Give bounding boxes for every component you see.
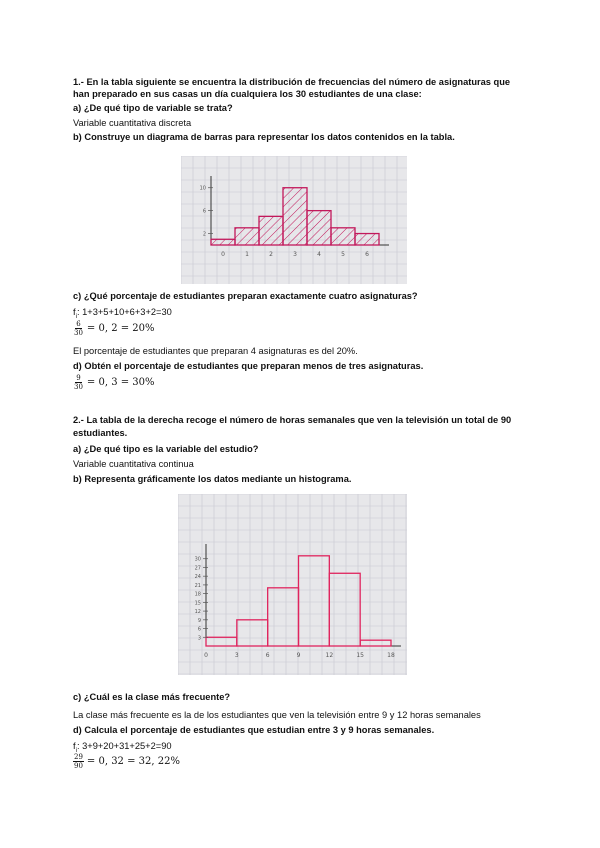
q2-d-frac-num: 29 (74, 753, 83, 761)
x-tick-label: 15 (356, 652, 364, 659)
x-tick-label: 1 (245, 251, 249, 258)
bar (259, 216, 283, 245)
bar (307, 211, 331, 245)
q1-title-text2b: estudiantes de una clase: (306, 89, 422, 99)
x-tick-label: 6 (365, 251, 369, 258)
y-tick-label: 24 (194, 574, 201, 581)
y-tick-label: 12 (194, 609, 201, 616)
bar (237, 620, 268, 646)
y-tick-label: 30 (194, 556, 201, 563)
bar-chart-photo (181, 156, 407, 284)
q1-d-fraction-line (73, 374, 155, 392)
q1-a-question: a) ¿De qué tipo de variable se trata? (73, 103, 233, 113)
y-tick-label: 9 (197, 617, 201, 624)
bar (211, 239, 235, 245)
q2-d-result: = 0, 32 = 32, 22% (86, 756, 180, 767)
q1-title-line1 (73, 76, 510, 88)
bar-chart (181, 156, 407, 284)
x-tick-label: 9 (296, 652, 301, 659)
y-tick-label: 18 (194, 591, 201, 598)
y-tick-label: 2 (202, 231, 206, 238)
y-tick-label: 6 (202, 208, 206, 215)
q2-title-text1: - La tabla de la derecha recoge el número de horas semanales que ven la televisión un total de 90 (80, 415, 512, 425)
bar (355, 234, 379, 245)
q2-d-fraction (73, 753, 84, 770)
q1-b-question: b) Construye un diagrama de barras para representar los datos contenidos en la tabla. (73, 132, 455, 142)
q1-c-frac-num: 6 (76, 320, 81, 328)
q1-a-answer: Variable cuantitativa discreta (73, 118, 192, 128)
bar (360, 640, 391, 646)
bar (268, 588, 299, 646)
bar (299, 556, 330, 646)
y-tick-label: 27 (194, 565, 201, 572)
x-tick-label: 12 (325, 652, 334, 659)
histogram-chart (178, 494, 407, 675)
q1-c-question: c) ¿Qué porcentaje de estudiantes preparan exactamente cuatro asignaturas? (73, 291, 418, 301)
q2-title-line1 (73, 414, 511, 426)
y-tick-label: 10 (199, 185, 206, 192)
x-tick-label: 0 (204, 652, 208, 659)
y-tick-label: 21 (194, 582, 201, 589)
q1-c-fraction-line (73, 320, 155, 338)
q1-c-sum-text: : 1+3+5+10+6+3+2=30 (76, 307, 172, 317)
y-tick-label: 6 (197, 626, 201, 633)
q1-c-fraction (73, 320, 84, 337)
q1-c-frac-den: 30 (74, 329, 83, 337)
q2-d-sum-text: : 3+9+20+31+25+2=90 (76, 741, 172, 751)
q1-d-question: d) Obtén el porcentaje de estudiantes que preparan menos de tres asignaturas. (73, 361, 424, 371)
q1-c-answer: El porcentaje de estudiantes que preparan 4 asignaturas es del 20%. (73, 346, 358, 356)
q2-c-answer: La clase más frecuente es la de los estudiantes que ven la televisión entre 9 y 12 horas semanales (73, 710, 481, 720)
q1-d-frac-den: 30 (74, 383, 83, 391)
q2-number: 2. (73, 415, 81, 425)
q2-d-sum-label: f (73, 741, 76, 751)
bar (206, 637, 237, 646)
q1-d-result: = 0, 3 = 30% (86, 377, 155, 388)
histogram-photo (178, 494, 407, 675)
q1-title-text2a: han preparado en sus casas un día cualquiera los (73, 89, 296, 99)
q1-c-sum-sub: i (75, 313, 77, 320)
q2-d-sum-sub: i (75, 747, 77, 754)
bar (331, 228, 355, 245)
q2-c-question: c) ¿Cuál es la clase más frecuente? (73, 692, 231, 702)
bar (235, 228, 259, 245)
x-tick-label: 0 (221, 251, 225, 258)
x-tick-label: 3 (293, 251, 297, 258)
q2-d-fraction-line (73, 753, 180, 771)
q2-d-question: d) Calcula el porcentaje de estudiantes que estudian entre 3 y 9 horas semanales. (73, 725, 435, 735)
q1-c-result: = 0, 2 = 20% (86, 323, 155, 334)
q1-title-line2 (73, 88, 422, 100)
q2-title-line2: estudiantes. (73, 428, 128, 438)
x-tick-label: 4 (317, 251, 321, 258)
x-tick-label: 3 (234, 652, 239, 659)
q1-c-sum-label: f (73, 307, 76, 317)
q1-title-text1: - En la tabla siguiente se encuentra la distribución de frecuencias del número de asignaturas que (80, 77, 511, 87)
x-tick-label: 5 (341, 251, 345, 258)
q1-number: 1. (73, 77, 81, 87)
q1-d-fraction (73, 374, 84, 391)
q2-d-frac-den: 90 (74, 762, 83, 770)
q2-b-question: b) Representa gráficamente los datos mediante un histograma. (73, 474, 352, 484)
q1-title-num: 30 (295, 89, 307, 99)
x-tick-label: 6 (265, 652, 270, 659)
y-tick-label: 15 (194, 600, 201, 607)
q2-a-question: a) ¿De qué tipo es la variable del estudio? (73, 444, 259, 454)
x-tick-label: 18 (387, 652, 395, 659)
bar (283, 188, 307, 245)
y-tick-label: 3 (197, 635, 201, 642)
q2-a-answer: Variable cuantitativa continua (73, 459, 194, 469)
q1-d-frac-num: 9 (76, 374, 81, 382)
x-tick-label: 2 (269, 251, 273, 258)
